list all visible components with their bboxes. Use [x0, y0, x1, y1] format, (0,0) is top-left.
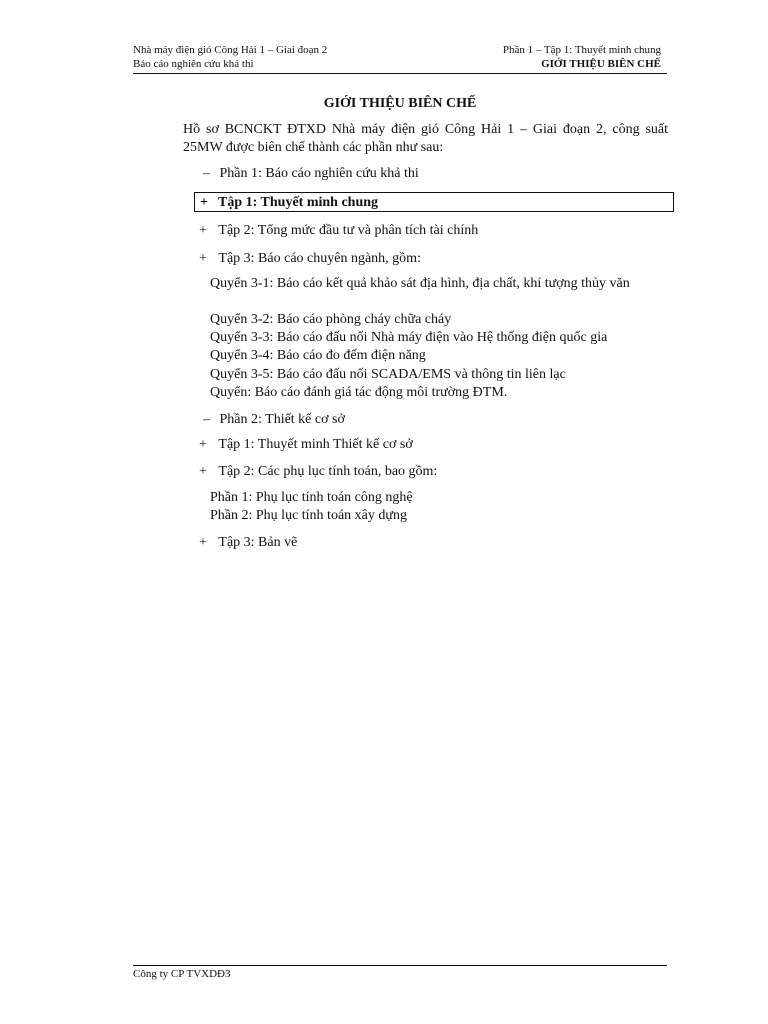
- appendix-item: Phần 1: Phụ lục tính toán công nghệ: [210, 490, 413, 505]
- part1-item: [203, 165, 419, 183]
- plus-marker: +: [200, 195, 208, 210]
- footer-divider: [133, 965, 667, 966]
- book-item: Quyển: Báo cáo đánh giá tác động môi trường ĐTM.: [210, 385, 508, 400]
- header-volume: Phần 1 – Tập 1: Thuyết minh chung: [502, 44, 661, 56]
- header-report-type: Báo cáo nghiên cứu khả thi: [133, 58, 254, 70]
- part1-vol3-item: [199, 250, 421, 268]
- part2-vol3-label: Tập 3: Bản vẽ: [218, 535, 298, 550]
- dash-marker: –: [203, 412, 210, 427]
- part2-vol2-item: [199, 463, 437, 481]
- part1-vol3-label: Tập 3: Báo cáo chuyên ngành, gồm:: [218, 251, 421, 266]
- dash-marker: –: [203, 166, 210, 181]
- book-item: Quyển 3-4: Báo cáo đo đếm điện năng: [210, 348, 426, 363]
- appendix-item: Phần 2: Phụ lục tính toán xây dựng: [210, 508, 407, 523]
- plus-marker: +: [199, 223, 207, 238]
- page-title: GIỚI THIỆU BIÊN CHẾ: [323, 96, 477, 111]
- book-item: Quyển 3-3: Báo cáo đấu nối Nhà máy điện vào Hệ thống điện quốc gia: [210, 330, 608, 345]
- footer-company: Công ty CP TVXDĐ3: [133, 968, 231, 980]
- plus-marker: +: [199, 437, 207, 452]
- part1-vol1-label: Tập 1: Thuyết minh chung: [218, 195, 379, 210]
- book-item: Quyển 3-5: Báo cáo đấu nối SCADA/EMS và thông tin liên lạc: [210, 367, 566, 382]
- header-section-title: GIỚI THIỆU BIÊN CHẾ: [541, 58, 661, 70]
- part2-item: [203, 411, 345, 429]
- part2-label: Phần 2: Thiết kế cơ sở: [219, 412, 345, 427]
- book-item: Quyển 3-1: Báo cáo kết quả khảo sát địa hình, địa chất, khí tượng thủy văn: [210, 276, 630, 291]
- highlighted-volume-box: [194, 192, 674, 212]
- part2-vol3-item: [199, 534, 297, 552]
- plus-marker: +: [199, 464, 207, 479]
- header-project-name: Nhà máy điện gió Công Hải 1 – Giai đoạn 2: [133, 44, 328, 56]
- part2-vol1-item: [199, 436, 413, 454]
- book-item: Quyển 3-2: Báo cáo phòng cháy chữa cháy: [210, 312, 452, 327]
- part2-vol1-label: Tập 1: Thuyết minh Thiết kế cơ sở: [218, 437, 413, 452]
- part2-vol2-label: Tập 2: Các phụ lục tính toán, bao gồm:: [218, 464, 438, 479]
- part1-vol2-label: Tập 2: Tổng mức đầu tư và phân tích tài chính: [218, 223, 479, 238]
- part1-label: Phần 1: Báo cáo nghiên cứu khả thi: [219, 166, 419, 181]
- intro-paragraph: Hồ sơ BCNCKT ĐTXD Nhà máy điện gió Công Hải 1 – Giai đoạn 2, công suất 25MW được biên chế thành các phần như sau:: [183, 122, 668, 155]
- header-divider: [133, 73, 667, 74]
- plus-marker: +: [199, 251, 207, 266]
- plus-marker: +: [199, 535, 207, 550]
- part1-vol2-item: [199, 222, 478, 240]
